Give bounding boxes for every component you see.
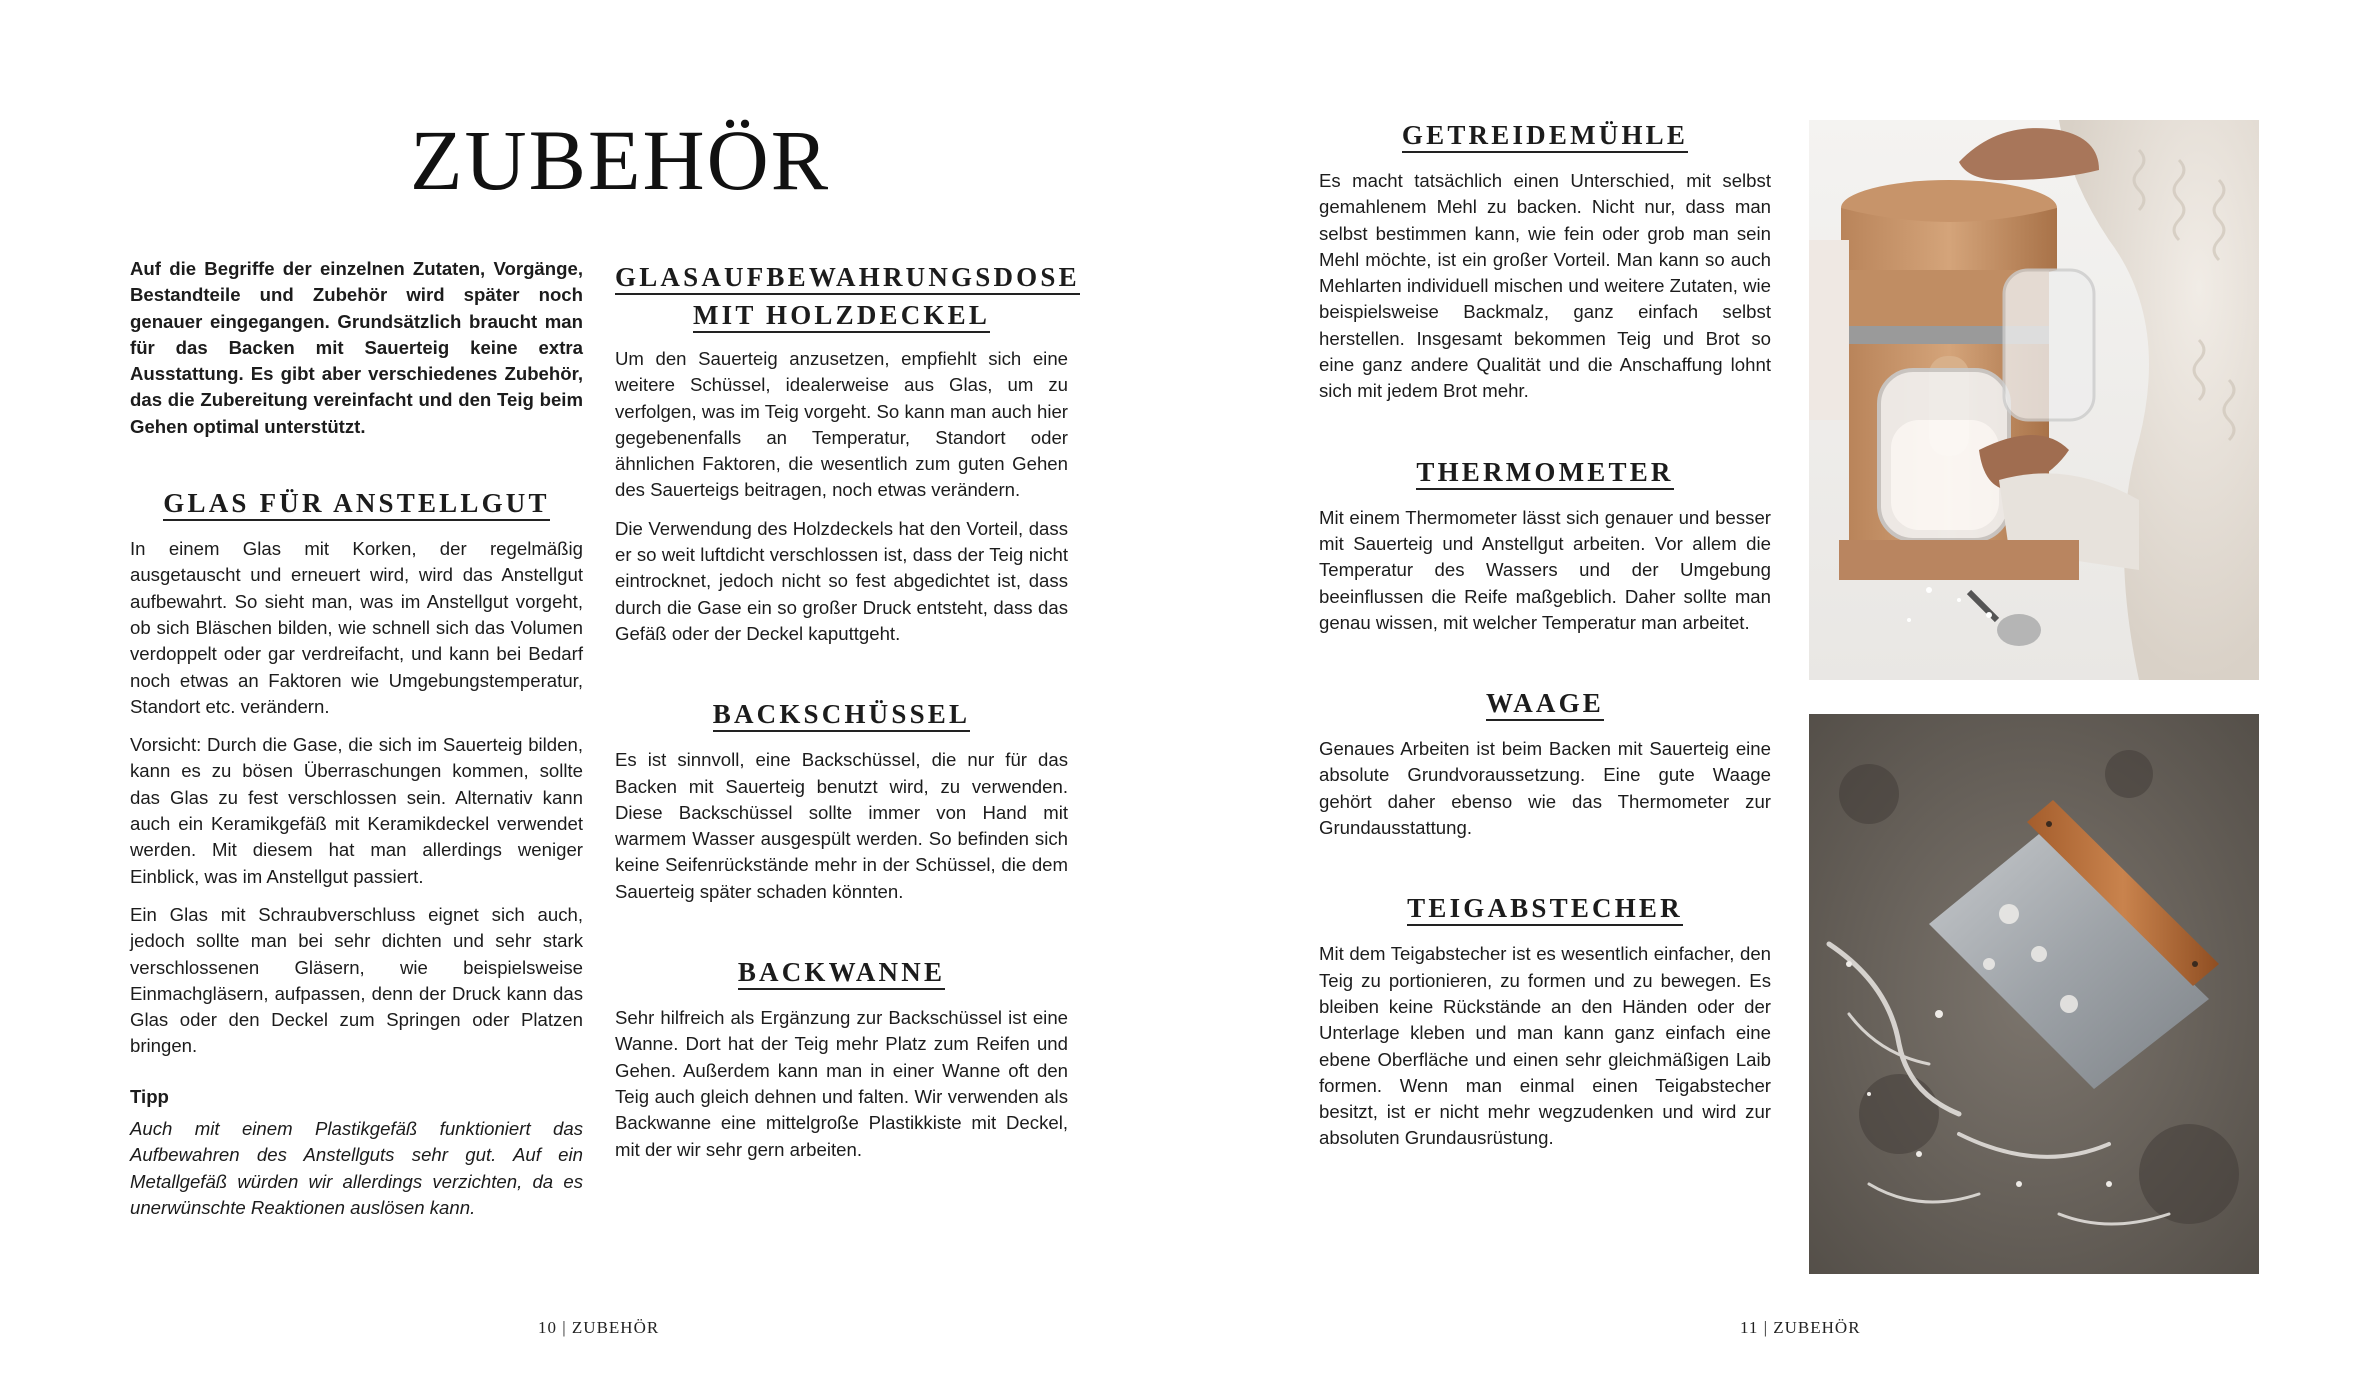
- glas-paragraph-3: Ein Glas mit Schraubverschluss eignet sich auch, jedoch sollte man bei sehr dichten und sehr stark verschlossenen Gläsern, wie beispielsweise Einmachgläsern, aufpassen, denn der Druck kann das Glas oder den Deckel zum Springen oder Platzen bringen.: [130, 903, 583, 1057]
- thermometer-paragraph: Mit einem Thermometer lässt sich genauer und besser mit Sauerteig und Anstellgut arbeiten. Vor allem die Temperatur des Wassers und der Umgebung beeinflussen die Reife maßgeblich. Daher sollte man genau wissen, mit welcher Temperatur man arbeitet.: [1319, 506, 1771, 633]
- dose-paragraph-2: Die Verwendung des Holzdeckels hat den Vorteil, dass er so weit luftdicht verschlossen ist, dass der Teig nicht eintrocknet, jedoch nicht so fest abgedichtet ist, dass durch die Gase ein so großer Druck entsteht, dass das Gefäß oder der Deckel kaputtgeht.: [615, 517, 1068, 644]
- folio-left: 10 | ZUBEHÖR: [538, 1318, 660, 1337]
- waage-paragraph: Genaues Arbeiten ist beim Backen mit Sauerteig eine absolute Grundvoraussetzung. Eine gute Waage gehört daher ebenso wie das Thermometer zur Grundausstattung.: [1319, 738, 1771, 839]
- left-column-1: [130, 256, 583, 1233]
- heading-getreidemuehle: GETREIDEMÜHLE: [1319, 116, 1771, 154]
- heading-teigabstecher: TEIGABSTECHER: [1319, 889, 1771, 927]
- right-column: [1319, 116, 1771, 1164]
- folio-right: 11 | ZUBEHÖR: [1740, 1318, 1861, 1337]
- heading-waage: WAAGE: [1319, 684, 1771, 722]
- tipp-text: Auch mit einem Plastikgefäß funktioniert das Aufbewahren des Anstellguts sehr gut. Auf ein Metallgefäß würden wir allerdings verzichten, da es unerwünschte Reaktionen auslösen kann.: [130, 1118, 583, 1218]
- backwanne-paragraph: Sehr hilfreich als Ergänzung zur Backschüssel ist eine Wanne. Dort hat der Teig mehr Platz zum Reifen und Gehen. Außerdem kann man in einer Wanne oft den Teig auch gleich dehnen und falten. Wir verwenden als Backwanne eine mittelgroße Plastikkiste mit Deckel, mit der wir sehr gern arbeiten.: [615, 1007, 1068, 1160]
- left-column-2: [615, 258, 1080, 1175]
- intro-paragraph: Auf die Begriffe der einzelnen Zutaten, Vorgänge, Bestandteile und Zubehör wird später noch genauer eingegangen. Grundsätzlich braucht man für das Backen mit Sauerteig keine extra Ausstattung. Es gibt aber verschiedenes Zubehör, das die Zubereitung vereinfacht und den Teig beim Gehen optimal unterstützt.: [130, 258, 583, 437]
- teigabstecher-paragraph: Mit dem Teigabstecher ist es wesentlich einfacher, den Teig zu portionieren, zu formen und zu bewegen. Es bleiben keine Rückstände an den Händen oder der Unterlage kleben und man kann ganz einfach eine ebene Oberfläche und einen sehr gleichmäßigen Laib formen. Wenn man einmal einen Teigabstecher besitzt, ist er nicht mehr wegzudenken und wird zur absoluten Grundausrüstung.: [1319, 943, 1771, 1149]
- dose-paragraph-1: Um den Sauerteig anzusetzen, empfiehlt sich eine weitere Schüssel, idealerweise aus Glas, um zu verfolgen, was im Teig vorgeht. So kann man auch hier gegebenenfalls an Temperatur, Standort oder ähnlichen Faktoren, die wesentlich zum guten Gehen des Sauerteigs beitragen, noch etwas verändern.: [615, 348, 1068, 501]
- tipp-label: Tipp: [130, 1085, 169, 1107]
- page-title: ZUBEHÖR: [410, 112, 831, 208]
- heading-dose: GLASAUFBEWAHRUNGSDOSE MIT HOLZDECKEL: [615, 258, 1068, 334]
- heading-backwanne: BACKWANNE: [615, 953, 1068, 991]
- grain-mill-photo: [1809, 120, 2259, 680]
- heading-thermometer: THERMOMETER: [1319, 453, 1771, 491]
- dough-scraper-photo: [1809, 714, 2259, 1274]
- backschuessel-paragraph: Es ist sinnvoll, eine Backschüssel, die nur für das Backen mit Sauerteig benutzt wird, zu verwenden. Diese Backschüssel sollte immer von Hand mit warmem Wasser ausgespült werden. So befinden sich keine Seifenrückstände mehr in der Schüssel, die dem Sauerteig später schaden könnten.: [615, 749, 1068, 902]
- glas-paragraph-1: In einem Glas mit Korken, der regelmäßig ausgetauscht und erneuert wird, wird das Anstellgut aufbewahrt. So sieht man, was im Anstellgut vorgeht, ob sich Bläschen bilden, wie schnell sich das Volumen verdoppelt oder gar verdreifacht, und kann bei Bedarf noch etwas an Faktoren wie Umgebungstemperatur, Standort etc. verändern.: [130, 538, 583, 717]
- heading-glas: GLAS FÜR ANSTELLGUT: [130, 484, 583, 522]
- getreidemuehle-paragraph: Es macht tatsächlich einen Unterschied, mit selbst gemahlenem Mehl zu backen. Nicht nur, dass man selbst bestimmen kann, wie fein oder grob man sein Mehl möchte, ist ein großer Vorteil. Man kann so auch Mehlarten individuell mischen und weitere Zutaten, wie beispielsweise Backmalz, ganz einfach selbst herstellen. Insgesamt bekommen Teig und Brot so eine ganz andere Qualität und die Anschaffung lohnt sich mit jedem Brot mehr.: [1319, 170, 1771, 402]
- glas-paragraph-2: Vorsicht: Durch die Gase, die sich im Sauerteig bilden, kann es zu bösen Überraschungen kommen, sollte das Glas zu fest verschlossen sein. Alternativ kann auch ein Keramikgefäß mit Keramikdeckel verwendet werden. Mit diesem hat man allerdings weniger Einblick, was im Anstellgut passiert.: [130, 734, 583, 887]
- heading-backschuessel: BACKSCHÜSSEL: [615, 695, 1068, 733]
